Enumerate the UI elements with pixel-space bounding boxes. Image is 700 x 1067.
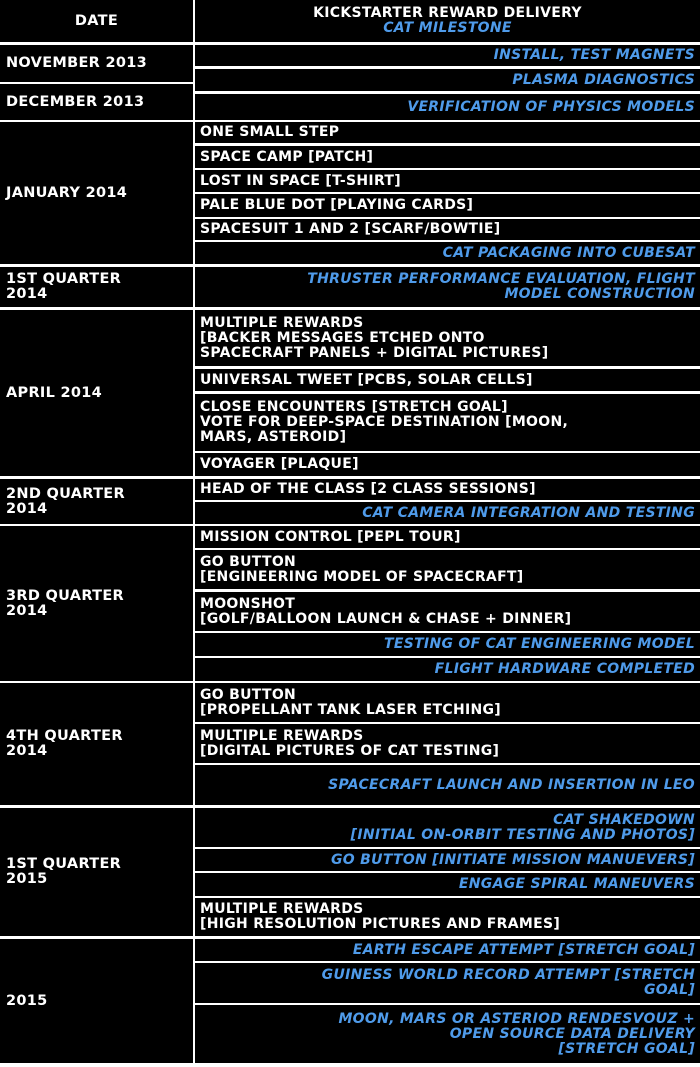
row-text: CLOSE ENCOUNTERS [STRETCH GOAL] VOTE FOR DEEP-SPACE DESTINATION [MOON, MARS, ASTEROID]	[200, 399, 569, 445]
row-milestone	[195, 45, 700, 66]
row-reward	[195, 526, 700, 548]
row-text: MOON, MARS OR ASTERIOD RENDESVOUZ + OPEN SOURCE DATA DELIVERY [STRETCH GOAL]	[338, 1010, 695, 1057]
row-reward	[195, 170, 700, 192]
milestone-header-label: CAT MILESTONE	[383, 20, 512, 36]
row-text: THRUSTER PERFORMANCE EVALUATION, FLIGHT MODEL CONSTRUCTION	[307, 271, 695, 302]
row-reward	[195, 219, 700, 240]
row-text: FLIGHT HARDWARE COMPLETED	[434, 661, 695, 677]
row-reward	[195, 146, 700, 168]
period-december-2013	[0, 84, 193, 120]
row-reward	[195, 592, 700, 631]
row-reward	[195, 898, 700, 936]
row-text: GO BUTTON [PROPELLANT TANK LASER ETCHING]	[200, 686, 501, 718]
row-milestone	[195, 94, 700, 120]
row-reward	[195, 683, 700, 722]
row-reward	[195, 453, 700, 476]
row-milestone	[195, 267, 700, 307]
row-text: MISSION CONTROL [PEPL TOUR]	[200, 528, 461, 545]
period-label: APRIL 2014	[6, 384, 103, 401]
row-reward	[195, 394, 700, 451]
row-text: GUINESS WORLD RECORD ATTEMPT [STRETCH GOAL]	[321, 967, 695, 998]
row-text: VOYAGER [PLAQUE]	[200, 456, 359, 472]
period-label: 2015	[6, 992, 48, 1009]
row-reward	[195, 369, 700, 391]
row-text: CAT CAMERA INTEGRATION AND TESTING	[362, 504, 695, 521]
row-milestone	[195, 765, 700, 805]
period-november-2013	[0, 45, 193, 82]
period-q2-2014	[0, 479, 193, 524]
period-label: 3RD QUARTER 2014	[6, 587, 124, 619]
row-reward	[195, 724, 700, 763]
date-header-label: DATE	[74, 12, 119, 29]
row-text: LOST IN SPACE [T-SHIRT]	[200, 172, 401, 189]
period-q1-2014	[0, 267, 193, 307]
row-text: ENGAGE SPIRAL MANEUVERS	[458, 876, 695, 892]
row-text: PLASMA DIAGNOSTICS	[512, 71, 695, 88]
row-text: MULTIPLE REWARDS [DIGITAL PICTURES OF CAT TESTING]	[200, 727, 500, 759]
row-text: CAT SHAKEDOWN [INITIAL ON-ORBIT TESTING AND PHOTOS]	[350, 811, 695, 843]
period-label: JANUARY 2014	[6, 184, 128, 201]
row-milestone	[195, 69, 700, 91]
row-milestone	[195, 939, 700, 961]
period-label: 4TH QUARTER 2014	[6, 728, 123, 759]
period-q4-2014	[0, 683, 193, 805]
period-label: 2ND QUARTER 2014	[6, 485, 125, 517]
row-reward	[195, 194, 700, 217]
row-text: MOONSHOT [GOLF/BALLOON LAUNCH & CHASE + DINNER]	[200, 595, 572, 627]
reward-header-label: KICKSTARTER REWARD DELIVERY	[313, 5, 582, 21]
row-text: ONE SMALL STEP	[200, 124, 340, 140]
row-text: HEAD OF THE CLASS [2 CLASS SESSIONS]	[200, 481, 536, 497]
row-text: CAT PACKAGING INTO CUBESAT	[442, 244, 695, 261]
period-2015	[0, 939, 193, 1063]
period-q3-2014	[0, 526, 193, 681]
row-text: SPACECRAFT LAUNCH AND INSERTION IN LEO	[328, 776, 695, 793]
row-milestone	[195, 502, 700, 524]
period-april-2014	[0, 310, 193, 476]
reward-column-header	[195, 0, 700, 42]
row-milestone	[195, 963, 700, 1003]
row-reward	[195, 479, 700, 500]
period-label: 1ST QUARTER 2015	[6, 856, 122, 887]
row-text: MULTIPLE REWARDS [BACKER MESSAGES ETCHED ONTO SPACECRAFT PANELS + DIGITAL PICTURES]	[200, 314, 549, 361]
row-text: PALE BLUE DOT [PLAYING CARDS]	[200, 197, 474, 213]
row-text: GO BUTTON [INITIATE MISSION MANUEVERS]	[331, 851, 695, 868]
row-milestone	[195, 873, 700, 896]
row-text: MULTIPLE REWARDS [HIGH RESOLUTION PICTURES AND FRAMES]	[200, 901, 561, 932]
row-text: UNIVERSAL TWEET [PCBS, SOLAR CELLS]	[200, 371, 533, 388]
date-column-header	[0, 0, 193, 42]
row-reward	[195, 310, 700, 366]
row-milestone	[195, 1005, 700, 1063]
row-reward	[195, 122, 700, 143]
row-text: SPACESUIT 1 AND 2 [SCARF/BOWTIE]	[200, 221, 501, 237]
row-milestone	[195, 658, 700, 681]
row-milestone	[195, 242, 700, 264]
row-milestone	[195, 633, 700, 656]
row-text: TESTING OF CAT ENGINEERING MODEL	[383, 636, 695, 652]
row-milestone	[195, 849, 700, 871]
row-text: VERIFICATION OF PHYSICS MODELS	[407, 98, 695, 115]
row-text: SPACE CAMP [PATCH]	[200, 148, 374, 165]
row-text: GO BUTTON [ENGINEERING MODEL OF SPACECRAFT]	[200, 553, 524, 585]
period-january-2014	[0, 122, 193, 264]
period-label: 1ST QUARTER 2014	[6, 271, 122, 302]
period-label: NOVEMBER 2013	[6, 55, 148, 71]
period-label: DECEMBER 2013	[6, 93, 145, 110]
row-text: EARTH ESCAPE ATTEMPT [STRETCH GOAL]	[352, 941, 695, 958]
period-q1-2015	[0, 808, 193, 936]
row-milestone	[195, 808, 700, 847]
row-reward	[195, 550, 700, 589]
row-text: INSTALL, TEST MAGNETS	[493, 47, 695, 63]
